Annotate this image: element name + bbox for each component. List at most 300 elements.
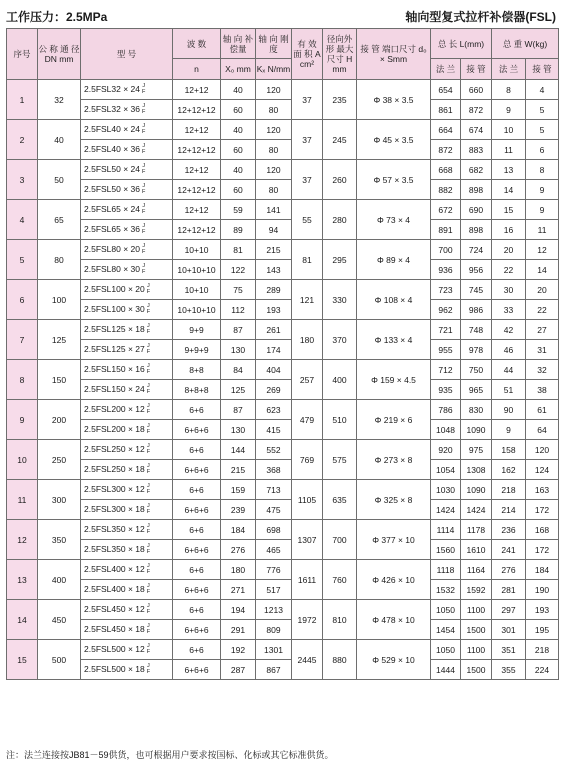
area-cell: 479 xyxy=(292,400,323,440)
pipe-end-cell: Φ 426 × 10 xyxy=(357,560,431,600)
working-pressure-label: 工作压力：2.5MPa xyxy=(6,10,108,24)
weight-pipe-cell: 224 xyxy=(526,660,559,680)
jf-mark xyxy=(147,324,150,335)
model-cell xyxy=(81,280,173,300)
jf-mark xyxy=(147,504,150,515)
model-text: 2.5FSL300 × 18 xyxy=(84,503,145,514)
jf-upper: J xyxy=(142,203,146,210)
length-pipe-cell: 1090 xyxy=(461,480,492,500)
jf-mark xyxy=(142,244,145,255)
length-pipe-cell: 674 xyxy=(461,120,492,140)
seq-cell: 5 xyxy=(7,240,38,280)
pipe-end-cell: Φ 133 × 4 xyxy=(357,320,431,360)
jf-lower: F xyxy=(146,428,151,435)
table-row xyxy=(7,580,559,600)
diameter-cell: 880 xyxy=(323,640,357,680)
table-row xyxy=(7,100,559,120)
header-waves-unit: n xyxy=(173,59,221,80)
model-text: 2.5FSL200 × 18 xyxy=(84,423,145,434)
diameter-cell: 295 xyxy=(323,240,357,280)
compensation-cell: 87 xyxy=(221,320,256,340)
length-pipe-cell: 1090 xyxy=(461,420,492,440)
compensation-cell: 122 xyxy=(221,260,256,280)
jf-mark xyxy=(147,664,150,675)
diameter-cell: 810 xyxy=(323,600,357,640)
header-model: 型 号 xyxy=(81,29,173,80)
weight-pipe-cell: 172 xyxy=(526,500,559,520)
header-seq: 序号 xyxy=(7,29,38,80)
weight-flange-cell: 16 xyxy=(492,220,526,240)
jf-mark xyxy=(147,544,150,555)
length-pipe-cell: 748 xyxy=(461,320,492,340)
waves-cell: 12+12+12 xyxy=(173,100,221,120)
jf-mark xyxy=(147,524,150,535)
area-cell: 1972 xyxy=(292,600,323,640)
model-text: 2.5FSL500 × 18 xyxy=(84,663,145,674)
model-text: 2.5FSL350 × 18 xyxy=(84,543,145,554)
length-flange-cell: 712 xyxy=(431,360,461,380)
weight-pipe-cell: 31 xyxy=(526,340,559,360)
compensation-cell: 40 xyxy=(221,80,256,100)
pipe-end-cell: Φ 45 × 3.5 xyxy=(357,120,431,160)
jf-lower: F xyxy=(142,268,146,275)
model-text: 2.5FSL50 × 24 xyxy=(84,163,141,174)
dn-cell: 32 xyxy=(38,80,81,120)
model-cell xyxy=(81,300,173,320)
table-row xyxy=(7,360,559,380)
length-flange-cell: 672 xyxy=(431,200,461,220)
header-length: 总 长 L(mm) xyxy=(431,29,492,59)
weight-flange-cell: 9 xyxy=(492,100,526,120)
jf-lower: F xyxy=(142,88,146,95)
compensation-cell: 75 xyxy=(221,280,256,300)
model-text: 2.5FSL450 × 12 xyxy=(84,603,145,614)
length-flange-cell: 891 xyxy=(431,220,461,240)
diameter-cell: 370 xyxy=(323,320,357,360)
compensation-cell: 271 xyxy=(221,580,256,600)
table-row xyxy=(7,480,559,500)
area-cell: 257 xyxy=(292,360,323,400)
jf-mark xyxy=(142,144,145,155)
weight-flange-cell: 241 xyxy=(492,540,526,560)
jf-upper: J xyxy=(142,243,146,250)
dn-cell: 500 xyxy=(38,640,81,680)
header-diameter: 径向外形 最大尺寸 H mm xyxy=(323,29,357,80)
weight-flange-cell: 297 xyxy=(492,600,526,620)
seq-cell: 11 xyxy=(7,480,38,520)
waves-cell: 10+10+10 xyxy=(173,300,221,320)
weight-flange-cell: 301 xyxy=(492,620,526,640)
length-pipe-cell: 750 xyxy=(461,360,492,380)
jf-mark xyxy=(142,104,145,115)
weight-pipe-cell: 120 xyxy=(526,440,559,460)
table-row xyxy=(7,380,559,400)
model-text: 2.5FSL150 × 16 xyxy=(84,363,145,374)
weight-pipe-cell: 12 xyxy=(526,240,559,260)
jf-upper: J xyxy=(147,583,150,590)
compensation-cell: 287 xyxy=(221,660,256,680)
length-flange-cell: 936 xyxy=(431,260,461,280)
model-cell xyxy=(81,140,173,160)
model-cell xyxy=(81,600,173,620)
stiffness-cell: 261 xyxy=(256,320,292,340)
weight-flange-cell: 236 xyxy=(492,520,526,540)
model-cell xyxy=(81,200,173,220)
table-row xyxy=(7,500,559,520)
weight-pipe-cell: 195 xyxy=(526,620,559,640)
diameter-cell: 330 xyxy=(323,280,357,320)
length-flange-cell: 872 xyxy=(431,140,461,160)
weight-flange-cell: 20 xyxy=(492,240,526,260)
table-row xyxy=(7,320,559,340)
model-text: 2.5FSL40 × 36 xyxy=(84,143,141,154)
compensation-cell: 81 xyxy=(221,240,256,260)
dn-cell: 40 xyxy=(38,120,81,160)
diameter-cell: 510 xyxy=(323,400,357,440)
model-cell xyxy=(81,660,173,680)
length-flange-cell: 1444 xyxy=(431,660,461,680)
model-text: 2.5FSL450 × 18 xyxy=(84,623,145,634)
jf-upper: J xyxy=(142,83,146,90)
pipe-end-cell: Φ 325 × 8 xyxy=(357,480,431,520)
compensation-cell: 215 xyxy=(221,460,256,480)
compensation-cell: 84 xyxy=(221,360,256,380)
waves-cell: 6+6 xyxy=(173,600,221,620)
jf-lower: F xyxy=(146,368,151,375)
compensation-cell: 192 xyxy=(221,640,256,660)
length-pipe-cell: 1178 xyxy=(461,520,492,540)
jf-mark xyxy=(147,584,150,595)
stiffness-cell: 809 xyxy=(256,620,292,640)
jf-upper: J xyxy=(147,343,150,350)
jf-mark xyxy=(142,264,145,275)
length-pipe-cell: 724 xyxy=(461,240,492,260)
stiffness-cell: 174 xyxy=(256,340,292,360)
stiffness-cell: 143 xyxy=(256,260,292,280)
dn-cell: 150 xyxy=(38,360,81,400)
compensation-cell: 184 xyxy=(221,520,256,540)
table-row xyxy=(7,280,559,300)
model-cell xyxy=(81,460,173,480)
seq-cell: 4 xyxy=(7,200,38,240)
stiffness-cell: 1301 xyxy=(256,640,292,660)
compensation-cell: 144 xyxy=(221,440,256,460)
header-waves: 波 数 xyxy=(173,29,221,59)
jf-lower: F xyxy=(146,468,151,475)
jf-upper: J xyxy=(147,303,150,310)
length-flange-cell: 1532 xyxy=(431,580,461,600)
compensation-cell: 112 xyxy=(221,300,256,320)
area-cell: 121 xyxy=(292,280,323,320)
weight-pipe-cell: 5 xyxy=(526,100,559,120)
weight-pipe-cell: 9 xyxy=(526,200,559,220)
stiffness-cell: 80 xyxy=(256,180,292,200)
pipe-end-cell: Φ 478 × 10 xyxy=(357,600,431,640)
jf-upper: J xyxy=(147,623,150,630)
table-row xyxy=(7,540,559,560)
weight-flange-cell: 90 xyxy=(492,400,526,420)
compensation-cell: 125 xyxy=(221,380,256,400)
jf-mark xyxy=(142,84,145,95)
weight-pipe-cell: 184 xyxy=(526,560,559,580)
jf-mark xyxy=(147,644,150,655)
length-pipe-cell: 986 xyxy=(461,300,492,320)
weight-flange-cell: 30 xyxy=(492,280,526,300)
weight-flange-cell: 46 xyxy=(492,340,526,360)
table-row xyxy=(7,560,559,580)
jf-lower: F xyxy=(146,328,151,335)
seq-cell: 1 xyxy=(7,80,38,120)
stiffness-cell: 269 xyxy=(256,380,292,400)
jf-lower: F xyxy=(146,628,151,635)
weight-pipe-cell: 172 xyxy=(526,540,559,560)
jf-lower: F xyxy=(146,668,151,675)
length-flange-cell: 721 xyxy=(431,320,461,340)
model-text: 2.5FSL80 × 20 xyxy=(84,243,141,254)
jf-upper: J xyxy=(142,103,146,110)
jf-lower: F xyxy=(142,248,146,255)
length-pipe-cell: 1500 xyxy=(461,620,492,640)
jf-upper: J xyxy=(142,223,146,230)
compensation-cell: 60 xyxy=(221,180,256,200)
length-flange-cell: 1560 xyxy=(431,540,461,560)
length-flange-cell: 654 xyxy=(431,80,461,100)
compensation-cell: 60 xyxy=(221,100,256,120)
weight-flange-cell: 42 xyxy=(492,320,526,340)
jf-upper: J xyxy=(147,603,150,610)
model-text: 2.5FSL150 × 24 xyxy=(84,383,145,394)
weight-flange-cell: 214 xyxy=(492,500,526,520)
diameter-cell: 760 xyxy=(323,560,357,600)
weight-flange-cell: 218 xyxy=(492,480,526,500)
jf-upper: J xyxy=(147,563,150,570)
diameter-cell: 235 xyxy=(323,80,357,120)
dn-cell: 450 xyxy=(38,600,81,640)
waves-cell: 6+6+6 xyxy=(173,460,221,480)
weight-pipe-cell: 168 xyxy=(526,520,559,540)
length-flange-cell: 1050 xyxy=(431,640,461,660)
model-cell xyxy=(81,260,173,280)
stiffness-cell: 289 xyxy=(256,280,292,300)
jf-upper: J xyxy=(142,183,146,190)
weight-flange-cell: 51 xyxy=(492,380,526,400)
compensation-cell: 87 xyxy=(221,400,256,420)
seq-cell: 15 xyxy=(7,640,38,680)
compensation-cell: 291 xyxy=(221,620,256,640)
jf-lower: F xyxy=(142,188,146,195)
jf-mark xyxy=(147,424,150,435)
area-cell: 37 xyxy=(292,120,323,160)
dn-cell: 400 xyxy=(38,560,81,600)
weight-pipe-cell: 22 xyxy=(526,300,559,320)
compensation-cell: 239 xyxy=(221,500,256,520)
jf-mark xyxy=(142,124,145,135)
waves-cell: 6+6+6 xyxy=(173,540,221,560)
document-title: 轴向型复式拉杆补偿器(FSL) xyxy=(405,10,556,24)
weight-flange-cell: 158 xyxy=(492,440,526,460)
diameter-cell: 260 xyxy=(323,160,357,200)
waves-cell: 10+10+10 xyxy=(173,260,221,280)
model-cell xyxy=(81,520,173,540)
model-text: 2.5FSL400 × 12 xyxy=(84,563,145,574)
compensation-cell: 194 xyxy=(221,600,256,620)
length-pipe-cell: 1610 xyxy=(461,540,492,560)
model-cell xyxy=(81,380,173,400)
jf-upper: J xyxy=(147,643,150,650)
length-pipe-cell: 898 xyxy=(461,220,492,240)
stiffness-cell: 552 xyxy=(256,440,292,460)
length-pipe-cell: 1100 xyxy=(461,600,492,620)
jf-lower: F xyxy=(146,288,151,295)
jf-lower: F xyxy=(146,548,151,555)
compensation-cell: 89 xyxy=(221,220,256,240)
jf-upper: J xyxy=(147,523,150,530)
length-pipe-cell: 1500 xyxy=(461,660,492,680)
weight-pipe-cell: 163 xyxy=(526,480,559,500)
header-stiffness: 轴 向 刚 度 xyxy=(256,29,292,59)
footnote: 注：法兰连接按JB81－59供货，也可根据用户要求按国标、化标或其它标准供货。 xyxy=(6,750,334,760)
model-text: 2.5FSL250 × 12 xyxy=(84,443,145,454)
jf-mark xyxy=(147,564,150,575)
length-pipe-cell: 1592 xyxy=(461,580,492,600)
table-row xyxy=(7,400,559,420)
jf-lower: F xyxy=(146,588,151,595)
model-text: 2.5FSL400 × 18 xyxy=(84,583,145,594)
area-cell: 1611 xyxy=(292,560,323,600)
weight-pipe-cell: 193 xyxy=(526,600,559,620)
waves-cell: 6+6 xyxy=(173,640,221,660)
weight-pipe-cell: 124 xyxy=(526,460,559,480)
length-pipe-cell: 883 xyxy=(461,140,492,160)
waves-cell: 6+6 xyxy=(173,560,221,580)
waves-cell: 8+8 xyxy=(173,360,221,380)
model-text: 2.5FSL32 × 36 xyxy=(84,103,141,114)
waves-cell: 9+9+9 xyxy=(173,340,221,360)
area-cell: 1307 xyxy=(292,520,323,560)
stiffness-cell: 193 xyxy=(256,300,292,320)
area-cell: 769 xyxy=(292,440,323,480)
table-row xyxy=(7,640,559,660)
table-row xyxy=(7,200,559,220)
weight-flange-cell: 14 xyxy=(492,180,526,200)
jf-mark xyxy=(147,464,150,475)
diameter-cell: 245 xyxy=(323,120,357,160)
seq-cell: 2 xyxy=(7,120,38,160)
model-text: 2.5FSL40 × 24 xyxy=(84,123,141,134)
length-pipe-cell: 898 xyxy=(461,180,492,200)
length-flange-cell: 1048 xyxy=(431,420,461,440)
stiffness-cell: 517 xyxy=(256,580,292,600)
model-text: 2.5FSL100 × 30 xyxy=(84,303,145,314)
jf-mark xyxy=(147,484,150,495)
jf-upper: J xyxy=(147,483,150,490)
jf-lower: F xyxy=(146,648,151,655)
jf-mark xyxy=(142,204,145,215)
weight-pipe-cell: 5 xyxy=(526,120,559,140)
waves-cell: 6+6 xyxy=(173,480,221,500)
jf-mark xyxy=(142,184,145,195)
model-cell xyxy=(81,180,173,200)
table-row xyxy=(7,140,559,160)
stiffness-cell: 80 xyxy=(256,140,292,160)
header-length-pipe: 接 管 xyxy=(461,59,492,80)
dn-cell: 350 xyxy=(38,520,81,560)
table-row xyxy=(7,620,559,640)
model-text: 2.5FSL32 × 24 xyxy=(84,83,141,94)
dn-cell: 65 xyxy=(38,200,81,240)
jf-upper: J xyxy=(142,163,146,170)
table-row xyxy=(7,460,559,480)
seq-cell: 8 xyxy=(7,360,38,400)
waves-cell: 12+12+12 xyxy=(173,180,221,200)
seq-cell: 14 xyxy=(7,600,38,640)
weight-flange-cell: 22 xyxy=(492,260,526,280)
table-row xyxy=(7,340,559,360)
jf-upper: J xyxy=(147,323,150,330)
table-body xyxy=(7,80,559,680)
jf-mark xyxy=(142,164,145,175)
waves-cell: 12+12+12 xyxy=(173,140,221,160)
table-row xyxy=(7,420,559,440)
stiffness-cell: 94 xyxy=(256,220,292,240)
jf-upper: J xyxy=(147,363,150,370)
spec-table xyxy=(6,28,559,680)
model-cell xyxy=(81,340,173,360)
length-pipe-cell: 1164 xyxy=(461,560,492,580)
jf-mark xyxy=(147,364,150,375)
table-header xyxy=(7,29,559,80)
stiffness-cell: 776 xyxy=(256,560,292,580)
jf-mark xyxy=(147,304,150,315)
table-row xyxy=(7,120,559,140)
diameter-cell: 400 xyxy=(323,360,357,400)
model-cell xyxy=(81,560,173,580)
header-length-flange: 法 兰 xyxy=(431,59,461,80)
model-cell xyxy=(81,220,173,240)
stiffness-cell: 698 xyxy=(256,520,292,540)
weight-pipe-cell: 218 xyxy=(526,640,559,660)
dn-cell: 200 xyxy=(38,400,81,440)
stiffness-cell: 215 xyxy=(256,240,292,260)
model-cell xyxy=(81,240,173,260)
area-cell: 37 xyxy=(292,80,323,120)
area-cell: 81 xyxy=(292,240,323,280)
model-text: 2.5FSL65 × 36 xyxy=(84,223,141,234)
header-stiffness-unit: Kₓ N/mm xyxy=(256,59,292,80)
stiffness-cell: 713 xyxy=(256,480,292,500)
model-cell xyxy=(81,620,173,640)
length-pipe-cell: 830 xyxy=(461,400,492,420)
table-row xyxy=(7,520,559,540)
area-cell: 55 xyxy=(292,200,323,240)
length-pipe-cell: 872 xyxy=(461,100,492,120)
compensation-cell: 59 xyxy=(221,200,256,220)
length-pipe-cell: 745 xyxy=(461,280,492,300)
weight-flange-cell: 10 xyxy=(492,120,526,140)
jf-upper: J xyxy=(147,423,150,430)
waves-cell: 12+12+12 xyxy=(173,220,221,240)
weight-pipe-cell: 27 xyxy=(526,320,559,340)
jf-mark xyxy=(147,344,150,355)
pipe-end-cell: Φ 159 × 4.5 xyxy=(357,360,431,400)
header-compensation: 轴 向 补偿量 xyxy=(221,29,256,59)
jf-upper: J xyxy=(142,263,146,270)
jf-upper: J xyxy=(142,143,146,150)
length-flange-cell: 786 xyxy=(431,400,461,420)
length-flange-cell: 955 xyxy=(431,340,461,360)
length-flange-cell: 664 xyxy=(431,120,461,140)
model-text: 2.5FSL125 × 18 xyxy=(84,323,145,334)
